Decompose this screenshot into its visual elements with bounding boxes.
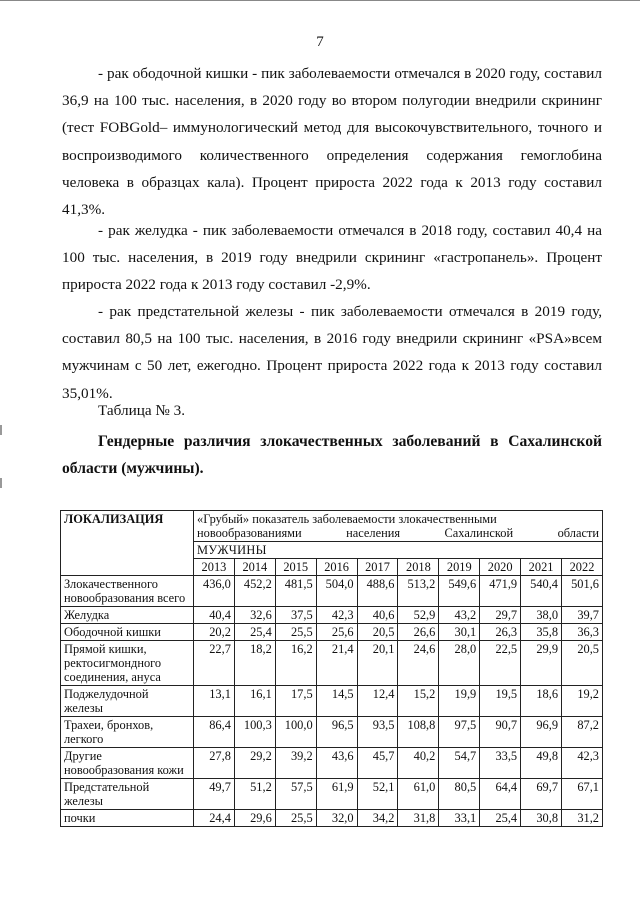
table-row <box>61 717 603 748</box>
table-cell-value: 86,4 <box>194 717 235 748</box>
margin-mark <box>0 425 2 435</box>
table-cell-value: 96,9 <box>521 717 562 748</box>
table-cell-value: 30,1 <box>439 624 480 641</box>
row-localization: Другие новообразования кожи <box>61 748 194 779</box>
table-cell-value: 38,0 <box>521 607 562 624</box>
table-row <box>61 810 603 827</box>
table-cell-value: 20,5 <box>357 624 398 641</box>
year-header-cell: 2016 <box>316 559 357 576</box>
table-cell-value: 33,1 <box>439 810 480 827</box>
table-row <box>61 779 603 810</box>
row-localization: Злокачественного новообразования всего <box>61 576 194 607</box>
table-cell-value: 45,7 <box>357 748 398 779</box>
paragraph-colon-cancer <box>62 60 602 223</box>
table-cell-value: 25,4 <box>480 810 521 827</box>
paragraph-prostate-cancer <box>62 298 602 407</box>
table-cell-value: 36,3 <box>562 624 603 641</box>
table-cell-value: 540,4 <box>521 576 562 607</box>
row-localization: Прямой кишки, ректосигмондного соединения, ануса <box>61 641 194 686</box>
table-cell-value: 29,7 <box>480 607 521 624</box>
table-cell-value: 43,6 <box>316 748 357 779</box>
table-row <box>61 576 603 607</box>
table-cell-value: 43,2 <box>439 607 480 624</box>
table-cell-value: 57,5 <box>275 779 316 810</box>
table-cell-value: 33,5 <box>480 748 521 779</box>
table-cell-value: 39,7 <box>562 607 603 624</box>
table-cell-value: 51,2 <box>234 779 275 810</box>
row-localization: Желудка <box>61 607 194 624</box>
table-cell-value: 24,4 <box>194 810 235 827</box>
incidence-table <box>60 510 603 827</box>
table-cell-value: 52,1 <box>357 779 398 810</box>
table-cell-value: 481,5 <box>275 576 316 607</box>
table-cell-value: 436,0 <box>194 576 235 607</box>
header-description: «Грубый» показатель заболеваемости злокачественными новообразованиями населения Сахалинской области <box>194 511 603 542</box>
table-cell-value: 30,8 <box>521 810 562 827</box>
table-cell-value: 488,6 <box>357 576 398 607</box>
table-cell-value: 49,8 <box>521 748 562 779</box>
table-cell-value: 18,6 <box>521 686 562 717</box>
table-caption: Таблица № 3. <box>98 402 186 419</box>
table-cell-value: 15,2 <box>398 686 439 717</box>
table-cell-value: 31,2 <box>562 810 603 827</box>
table-cell-value: 22,7 <box>194 641 235 686</box>
table-cell-value: 100,0 <box>275 717 316 748</box>
table-cell-value: 452,2 <box>234 576 275 607</box>
year-header-cell: 2021 <box>521 559 562 576</box>
row-localization: почки <box>61 810 194 827</box>
year-header-cell: 2014 <box>234 559 275 576</box>
table-cell-value: 34,2 <box>357 810 398 827</box>
table-cell-value: 25,4 <box>234 624 275 641</box>
year-header-cell: 2020 <box>480 559 521 576</box>
table-cell-value: 27,8 <box>194 748 235 779</box>
table-cell-value: 504,0 <box>316 576 357 607</box>
table-cell-value: 26,6 <box>398 624 439 641</box>
table-cell-value: 21,4 <box>316 641 357 686</box>
table-cell-value: 54,7 <box>439 748 480 779</box>
table-cell-value: 61,9 <box>316 779 357 810</box>
table-cell-value: 22,5 <box>480 641 521 686</box>
table-cell-value: 39,2 <box>275 748 316 779</box>
table-cell-value: 19,5 <box>480 686 521 717</box>
table-row <box>61 686 603 717</box>
table-cell-value: 108,8 <box>398 717 439 748</box>
table-cell-value: 69,7 <box>521 779 562 810</box>
table-cell-value: 42,3 <box>562 748 603 779</box>
table-cell-value: 35,8 <box>521 624 562 641</box>
table-cell-value: 29,2 <box>234 748 275 779</box>
paragraph-text: - рак ободочной кишки - пик заболеваемости отмечался в 2020 году, составил 36,9 на 100 тыс. населения, в 2020 году во втором полугодии внедрили скрининг (тест FOBGold– иммунологический метод для высокочувствительного, точного и воспроизводимого количественного определения содержания гемоглобина человека в образцах кала). Процент прироста 2022 года к 2013 году составил 41,3%. <box>62 65 602 219</box>
table-cell-value: 37,5 <box>275 607 316 624</box>
table-cell-value: 93,5 <box>357 717 398 748</box>
table-row <box>61 624 603 641</box>
year-header-cell: 2013 <box>194 559 235 576</box>
top-border-line <box>0 0 640 1</box>
margin-mark <box>0 478 2 488</box>
page-number: 7 <box>316 34 324 50</box>
table-row <box>61 748 603 779</box>
table-cell-value: 40,4 <box>194 607 235 624</box>
year-header-cell: 2022 <box>562 559 603 576</box>
table-cell-value: 13,1 <box>194 686 235 717</box>
table-cell-value: 87,2 <box>562 717 603 748</box>
table-cell-value: 24,6 <box>398 641 439 686</box>
table-cell-value: 17,5 <box>275 686 316 717</box>
table-cell-value: 40,6 <box>357 607 398 624</box>
table-cell-value: 96,5 <box>316 717 357 748</box>
table-row <box>61 607 603 624</box>
year-header-cell: 2015 <box>275 559 316 576</box>
table-cell-value: 97,5 <box>439 717 480 748</box>
table-cell-value: 501,6 <box>562 576 603 607</box>
table-cell-value: 64,4 <box>480 779 521 810</box>
table-cell-value: 26,3 <box>480 624 521 641</box>
table-cell-value: 90,7 <box>480 717 521 748</box>
table-cell-value: 40,2 <box>398 748 439 779</box>
table-cell-value: 549,6 <box>439 576 480 607</box>
table-cell-value: 18,2 <box>234 641 275 686</box>
table-cell-value: 20,1 <box>357 641 398 686</box>
table-cell-value: 32,6 <box>234 607 275 624</box>
table-cell-value: 16,2 <box>275 641 316 686</box>
table-cell-value: 19,2 <box>562 686 603 717</box>
year-header-cell: 2018 <box>398 559 439 576</box>
table-header-row <box>61 511 603 542</box>
table-title: Гендерные различия злокачественных заболеваний в Сахалинской области (мужчины). <box>62 433 602 477</box>
table-cell-value: 12,4 <box>357 686 398 717</box>
year-header-cell: 2017 <box>357 559 398 576</box>
table-cell-value: 20,5 <box>562 641 603 686</box>
table-cell-value: 67,1 <box>562 779 603 810</box>
table-cell-value: 14,5 <box>316 686 357 717</box>
row-localization: Трахеи, бронхов, легкого <box>61 717 194 748</box>
row-localization: Поджелудочной железы <box>61 686 194 717</box>
table-cell-value: 31,8 <box>398 810 439 827</box>
table-cell-value: 100,3 <box>234 717 275 748</box>
table-cell-value: 19,9 <box>439 686 480 717</box>
table-cell-value: 25,5 <box>275 624 316 641</box>
table-cell-value: 29,6 <box>234 810 275 827</box>
table-row <box>61 641 603 686</box>
header-localization: ЛОКАЛИЗАЦИЯ <box>61 511 194 576</box>
table-cell-value: 49,7 <box>194 779 235 810</box>
table-cell-value: 29,9 <box>521 641 562 686</box>
table-cell-value: 32,0 <box>316 810 357 827</box>
table-cell-value: 471,9 <box>480 576 521 607</box>
table-cell-value: 52,9 <box>398 607 439 624</box>
table-cell-value: 16,1 <box>234 686 275 717</box>
table-cell-value: 513,2 <box>398 576 439 607</box>
paragraph-text: - рак предстательной железы - пик заболеваемости отмечался в 2019 году, составил 80,5 на 100 тыс. населения, в 2016 году внедрили скрининг «PSA»всем мужчинам с 50 лет, ежегодно. Процент прироста 2022 года к 2013 году составил 35,01%. <box>62 303 602 402</box>
table-cell-value: 42,3 <box>316 607 357 624</box>
table-cell-value: 80,5 <box>439 779 480 810</box>
row-localization: Предстательной железы <box>61 779 194 810</box>
header-group-men: МУЖЧИНЫ <box>194 542 603 559</box>
year-header-cell: 2019 <box>439 559 480 576</box>
row-localization: Ободочной кишки <box>61 624 194 641</box>
paragraph-text: - рак желудка - пик заболеваемости отмечался в 2018 году, составил 40,4 на 100 тыс. населения, в 2019 году внедрили скрининг «гастропанель». Процент прироста 2022 года к 2013 году составил -2,9%. <box>62 222 602 294</box>
table-cell-value: 20,2 <box>194 624 235 641</box>
table-cell-value: 61,0 <box>398 779 439 810</box>
table-cell-value: 28,0 <box>439 641 480 686</box>
paragraph-stomach-cancer <box>62 217 602 299</box>
table-cell-value: 25,6 <box>316 624 357 641</box>
table-cell-value: 25,5 <box>275 810 316 827</box>
